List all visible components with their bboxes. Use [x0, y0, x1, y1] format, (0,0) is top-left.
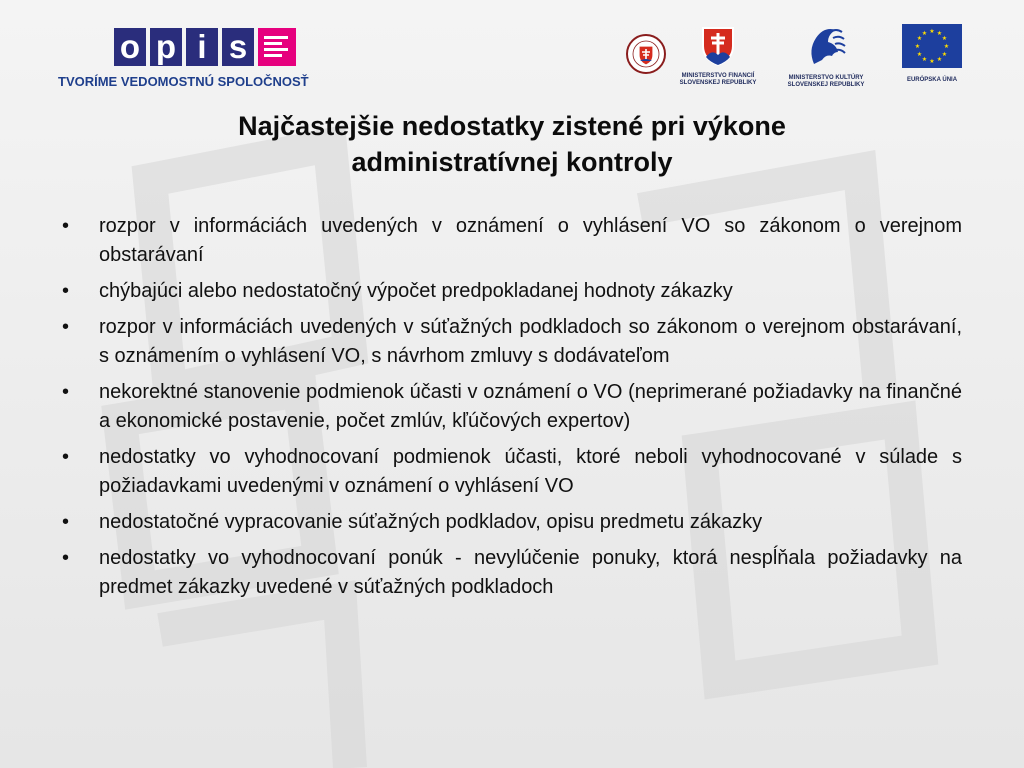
opis-letter-o: o: [114, 28, 146, 66]
ministry-finance-caption-1: MINISTERSTVO FINANCIÍ: [681, 73, 755, 79]
svg-text:★: ★: [936, 30, 943, 37]
list-item-text: chýbajúci alebo nedostatočný výpočet predpokladanej hodnoty zákazky: [99, 280, 733, 302]
european-union-logo[interactable]: [900, 24, 964, 84]
list-item-text: nedostatky vo vyhodnocovaní ponúk - nevylúčenie ponuky, ktorá nespĺňala požiadavky na predmet zákazky uvedené v súťažných podkladoch: [99, 547, 962, 598]
svg-text:★: ★: [916, 51, 923, 58]
svg-text:★: ★: [929, 28, 935, 35]
government-seal[interactable]: [624, 24, 668, 85]
ministry-finance-caption-2: SLOVENSKEJ REPUBLIKY: [679, 80, 757, 86]
list-item: [62, 277, 962, 306]
seal-icon: [624, 24, 668, 80]
slovak-coat-of-arms-icon: [696, 24, 740, 68]
opis-tagline: TVORÍME VEDOMOSTNÚ SPOLOČNOSŤ: [58, 74, 309, 89]
svg-text:★: ★: [914, 43, 921, 50]
bullet-icon: •: [62, 316, 70, 338]
slide-title: [140, 108, 884, 180]
list-item-text: rozpor v informáciách uvedených v oznámení o vyhlásení VO so zákonom o verejnom obstarávaní: [99, 215, 962, 266]
svg-text:★: ★: [921, 56, 928, 63]
culture-profile-emblem-icon: [800, 24, 852, 70]
opis-letter-i: i: [186, 28, 218, 66]
list-item-text: nedostatočné vypracovanie súťažných podkladov, opisu predmetu zákazky: [99, 511, 763, 533]
ministry-culture-caption-2: SLOVENSKEJ REPUBLIKY: [787, 82, 865, 88]
opis-letter-p: p: [150, 28, 182, 66]
svg-text:★: ★: [943, 43, 950, 50]
bullet-icon: •: [62, 280, 70, 302]
svg-text:★: ★: [916, 35, 923, 42]
eu-caption: EURÓPSKA ÚNIA: [906, 77, 958, 83]
list-item-text: nedostatky vo vyhodnocovaní podmienok účasti, ktoré neboli vyhodnocované v súlade s požiadavkami uvedenými v oznámení o vyhlásení VO: [99, 446, 962, 497]
list-item: [62, 508, 962, 537]
list-item-text: rozpor v informáciách uvedených v súťažných podkladoch so zákonom o verejnom obstarávaní, s oznámením o vyhlásení VO, s návrhom zmluvy s dodávateľom: [99, 316, 962, 367]
bullet-icon: •: [62, 215, 70, 237]
svg-text:★: ★: [929, 58, 935, 65]
opis-wordmark: [114, 28, 296, 66]
list-item: [62, 313, 962, 371]
list-item-text: nekorektné stanovenie podmienok účasti v oznámení o VO (neprimerané požiadavky na finančné a ekonomické postavenie, počet zmlúv, kľúčových expertov): [99, 381, 962, 432]
bullet-icon: •: [62, 511, 70, 533]
svg-text:★: ★: [941, 51, 948, 58]
ministry-of-culture-logo[interactable]: [776, 24, 876, 89]
list-item: [62, 544, 962, 602]
svg-text:★: ★: [936, 56, 943, 63]
opis-logo[interactable]: [56, 26, 309, 96]
opis-magenta-e-icon: [258, 28, 296, 66]
bullet-icon: •: [62, 547, 70, 569]
list-item: [62, 378, 962, 436]
svg-text:★: ★: [921, 30, 928, 37]
slide-title-line-2: administratívnej kontroly: [351, 147, 673, 177]
eu-flag-icon: [902, 24, 962, 68]
list-item: [62, 443, 962, 501]
bullet-icon: •: [62, 381, 70, 403]
deficiency-list: [62, 212, 962, 609]
ministry-culture-caption-1: MINISTERSTVO KULTÚRY: [788, 75, 864, 81]
partner-logos: [624, 24, 984, 100]
opis-letter-s: s: [222, 28, 254, 66]
bullet-icon: •: [62, 446, 70, 468]
svg-text:★: ★: [941, 35, 948, 42]
slide-title-line-1: Najčastejšie nedostatky zistené pri výkone: [238, 111, 786, 141]
ministry-of-finance-logo[interactable]: [672, 24, 764, 87]
list-item: [62, 212, 962, 270]
